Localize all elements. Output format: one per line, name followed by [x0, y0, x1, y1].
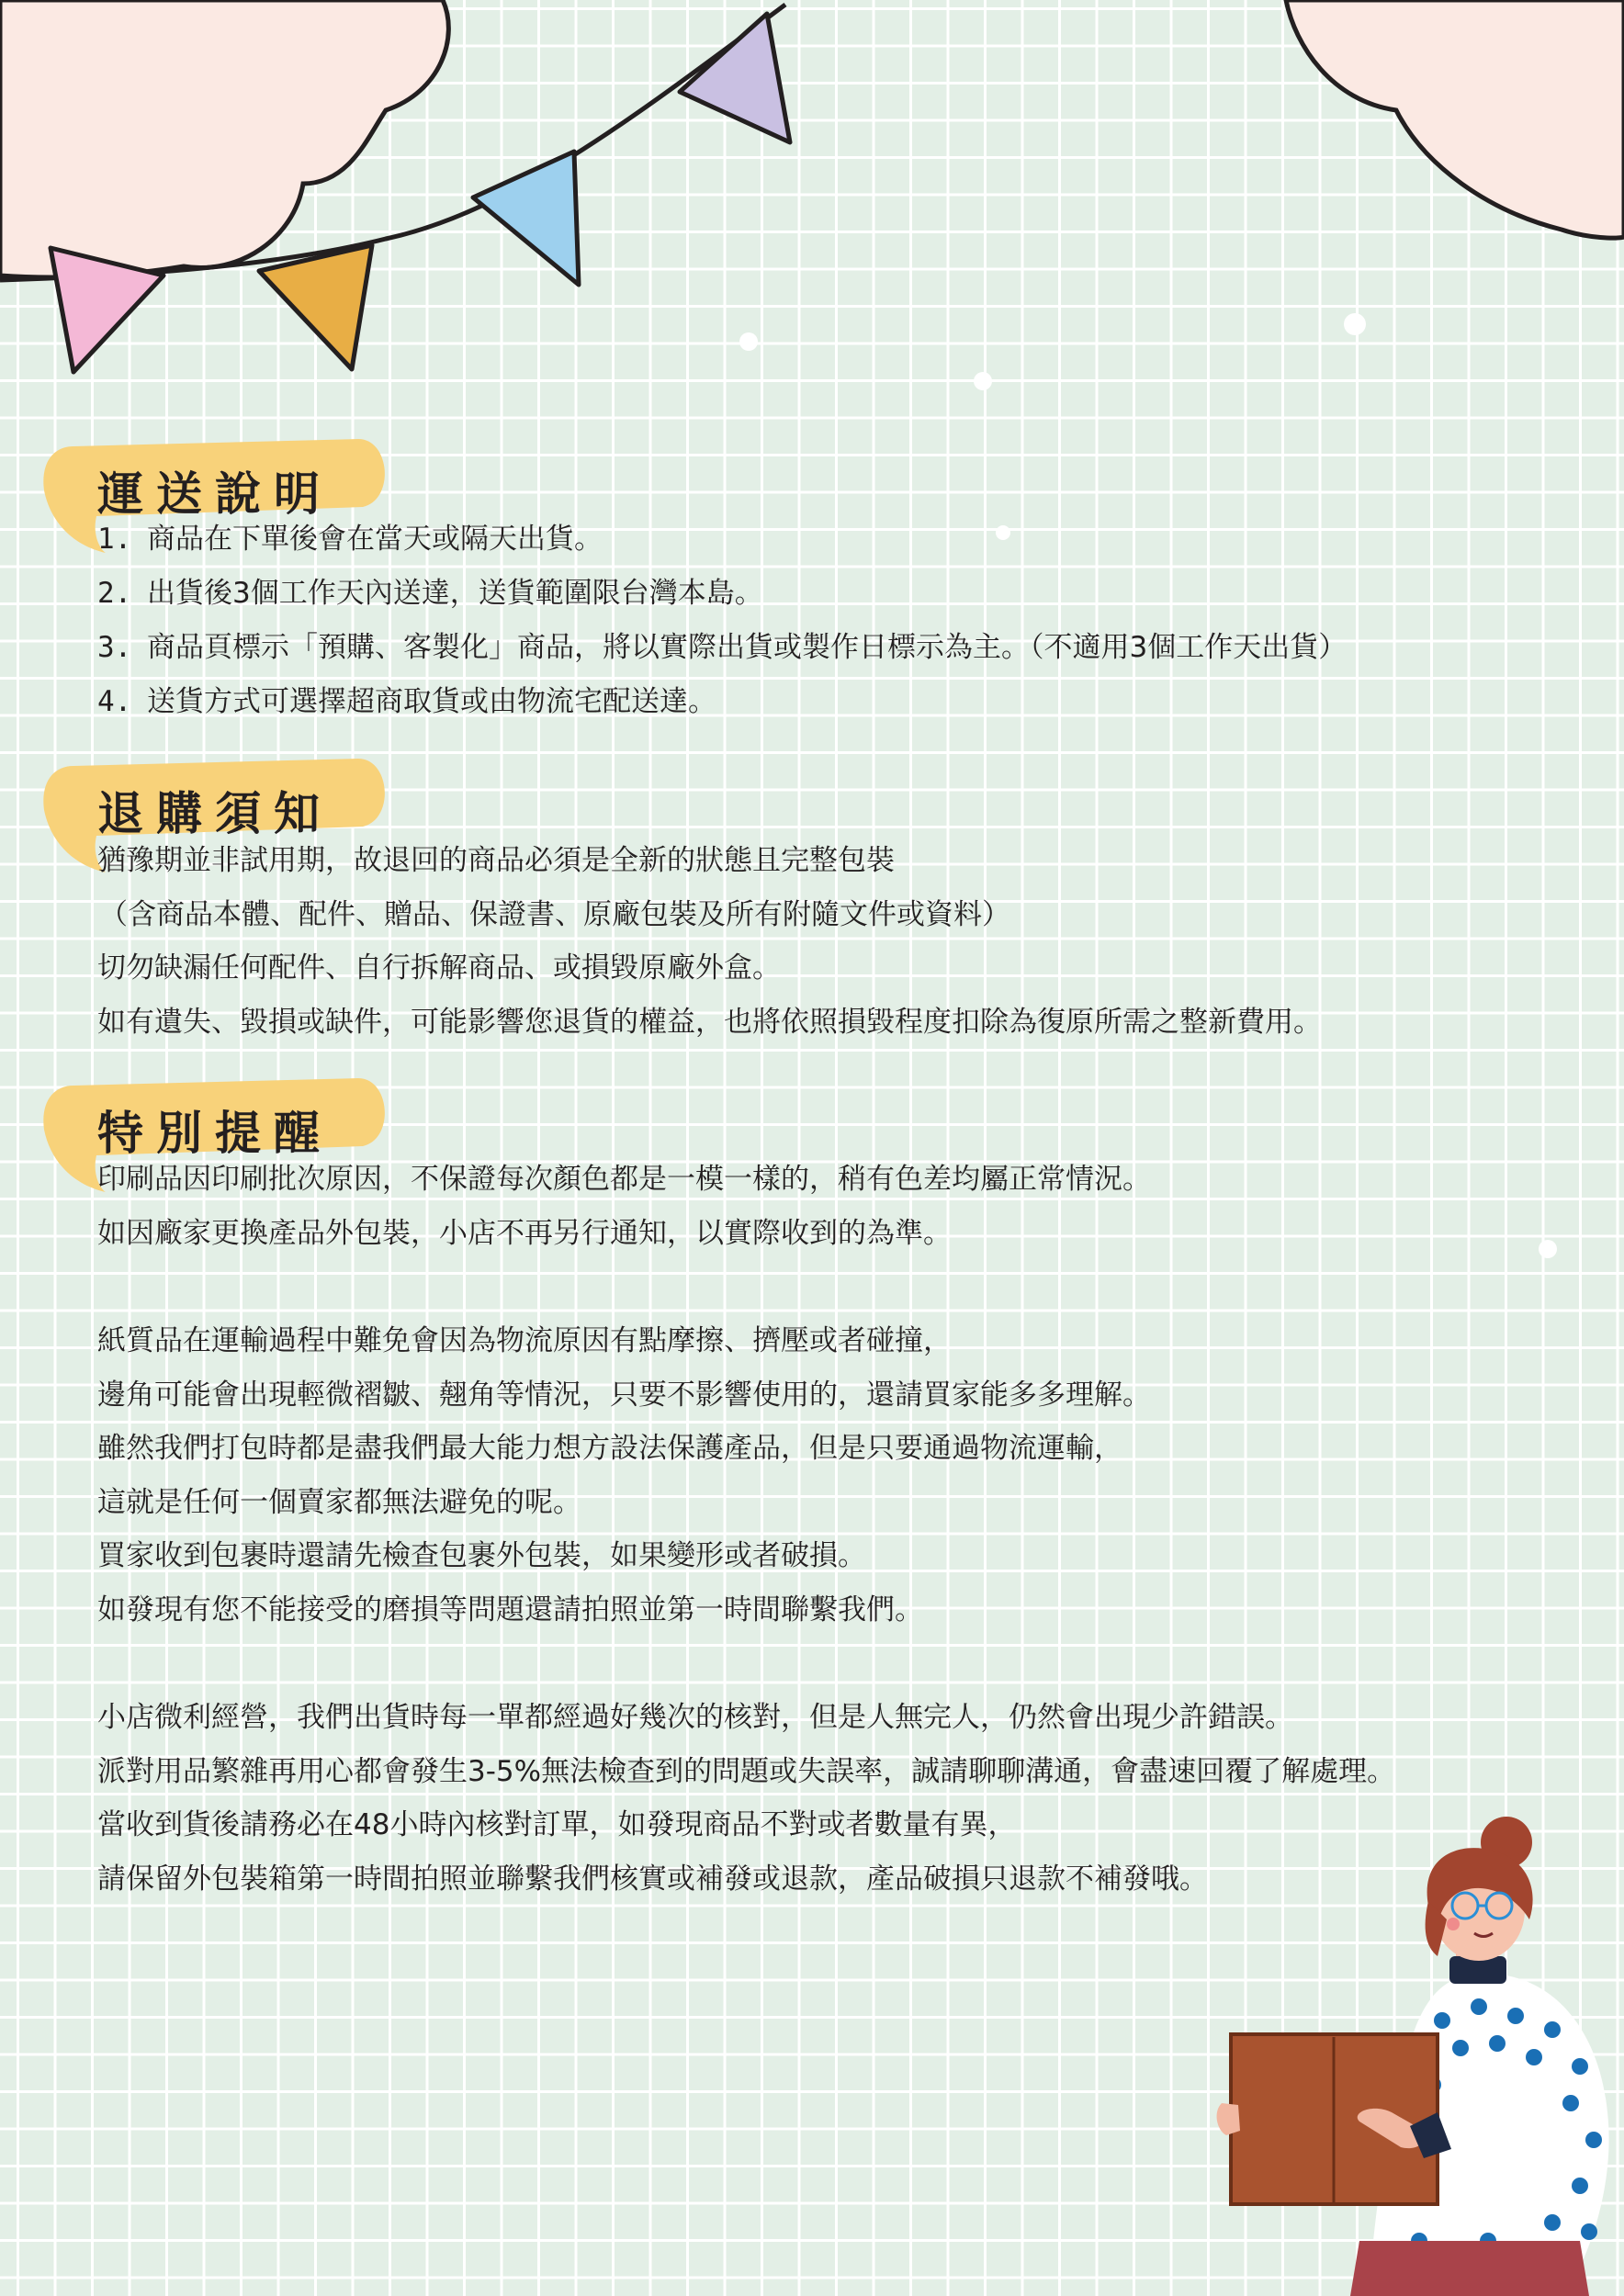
flag-blue	[473, 152, 579, 285]
shipping-item	[97, 521, 603, 557]
notice-line: 紙質品在運輸過程中難免會因為物流原因有點摩擦、擠壓或者碰撞，	[97, 1324, 952, 1357]
item-text: 商品在下單後會在當天或隔天出貨。	[147, 523, 603, 556]
shipping-item	[97, 629, 1347, 666]
notice-title: 特別提醒	[97, 1107, 333, 1160]
notice-line: 邊角可能會出現輕微褶皺、翹角等情況，只要不影響使用的，還請買家能多多理解。	[97, 1379, 1151, 1412]
shipping-item	[97, 683, 716, 720]
notice-line: 當收到貨後請務必在48小時內核對訂單，如發現商品不對或者數量有異，	[97, 1808, 1017, 1841]
item-text: 送貨方式可選擇超商取貨或由物流宅配送達。	[147, 685, 716, 718]
notice-line: 買家收到包裹時還請先檢查包裹外包裝，如果變形或者破損。	[97, 1539, 866, 1572]
flag-orange	[259, 245, 372, 369]
returns-line: 切勿缺漏任何配件、自行拆解商品、或損毀原廠外盒。	[97, 951, 781, 985]
notice-line: 印刷品因印刷批次原因，不保證每次顏色都是一模一樣的，稍有色差均屬正常情況。	[97, 1163, 1151, 1196]
notice-line: 如發現有您不能接受的磨損等問題還請拍照並第一時間聯繫我們。	[97, 1593, 923, 1626]
notice-line: 派對用品繁雜再用心都會發生3-5%無法檢查到的問題或失誤率，誠請聊聊溝通，會盡速回覆了解處理。	[97, 1755, 1396, 1788]
returns-line: 如有遺失、毀損或缺件，可能影響您退貨的權益，也將依照損毀程度扣除為復原所需之整新費用。	[97, 1006, 1322, 1039]
notice-line: 雖然我們打包時都是盡我們最大能力想方設法保護產品，但是只要通過物流運輸，	[97, 1432, 1122, 1465]
item-number: 4.	[97, 685, 132, 718]
returns-line: 猶豫期並非試用期，故退回的商品必須是全新的狀態且完整包裝	[97, 844, 895, 877]
shipping-title: 運送說明	[97, 467, 333, 521]
notice-line: 如因廠家更換產品外包裝，小店不再另行通知，以實際收到的為準。	[97, 1217, 952, 1250]
item-text: 商品頁標示「預購、客製化」商品，將以實際出貨或製作日標示為主。（不適用3個工作天出貨）	[147, 631, 1348, 664]
person-with-box-illustration	[1212, 1809, 1624, 2296]
item-text: 出貨後3個工作天內送達，送貨範圍限台灣本島。	[147, 577, 763, 610]
cloud-left	[0, 0, 448, 277]
item-number: 1.	[97, 523, 132, 556]
notice-line: 這就是任何一個賣家都無法避免的呢。	[97, 1486, 581, 1519]
returns-line: （含商品本體、配件、贈品、保證書、原廠包裝及所有附隨文件或資料）	[99, 898, 1010, 931]
flag-purple	[680, 14, 790, 142]
item-number: 2.	[97, 577, 132, 610]
shipping-item	[97, 575, 763, 612]
notice-line: 請保留外包裝箱第一時間拍照並聯繫我們核實或補發或退款，產品破損只退款不補發哦。	[97, 1863, 1208, 1896]
returns-title: 退購須知	[97, 787, 333, 840]
header-decoration	[0, 0, 1624, 404]
item-number: 3.	[97, 631, 132, 664]
cloud-right	[1286, 0, 1624, 238]
notice-line: 小店微利經營，我們出貨時每一單都經過好幾次的核對，但是人無完人，仍然會出現少許錯誤。	[97, 1701, 1293, 1734]
